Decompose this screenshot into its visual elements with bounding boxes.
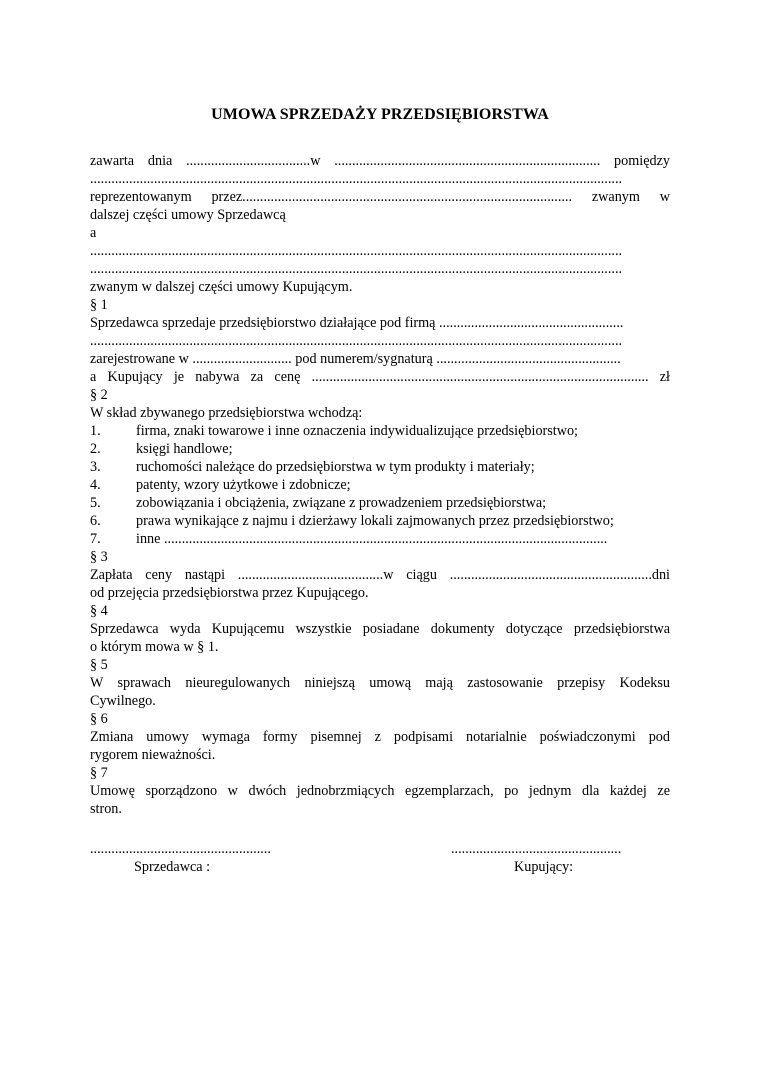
list-text: księgi handlowe; — [136, 441, 233, 457]
section-line: Sprzedawca wyda Kupującemu wszystkie posiadane dokumenty dotyczące przedsiębiorstwa — [90, 621, 670, 637]
seller-signature-line: ................................................... — [90, 841, 271, 857]
list-number: 7. — [90, 531, 101, 547]
list-number: 1. — [90, 423, 101, 439]
list-item — [90, 512, 670, 530]
section-heading: § 6 — [90, 711, 108, 727]
section-heading: § 4 — [90, 603, 108, 619]
intro-line: zawarta dnia ...................................w ........................................................................... pomiędzy — [90, 153, 670, 169]
section-heading: § 2 — [90, 387, 108, 403]
list-item — [90, 440, 670, 458]
section-line: Cywilnego. — [90, 693, 156, 709]
intro-line: ...................................................................................................................................................... — [90, 171, 623, 187]
intro-line: zwanym w dalszej części umowy Kupującym. — [90, 279, 353, 295]
section-line: o którym mowa w § 1. — [90, 639, 219, 655]
section-line: a Kupujący je nabywa za cenę ............................................................................................... zł — [90, 369, 670, 385]
list-number: 2. — [90, 441, 101, 457]
list-item — [90, 530, 670, 548]
list-number: 5. — [90, 495, 101, 511]
list-text: ruchomości należące do przedsiębiorstwa w tym produkty i materiały; — [136, 459, 535, 475]
seller-signature-label: Sprzedawca : — [134, 859, 211, 875]
list-text: patenty, wzory użytkowe i zdobnicze; — [136, 477, 351, 493]
intro-line: reprezentowanym przez............................................................................................. zwanym w — [90, 189, 670, 205]
section-line: stron. — [90, 801, 122, 817]
buyer-signature-label: Kupujący: — [514, 859, 574, 875]
section-heading: § 7 — [90, 765, 108, 781]
section-line: W sprawach nieuregulowanych niniejszą umową mają zastosowanie przepisy Kodeksu — [90, 675, 670, 691]
list-text: firma, znaki towarowe i inne oznaczenia indywidualizujące przedsiębiorstwo; — [136, 423, 579, 439]
list-number: 6. — [90, 513, 101, 529]
section-heading: § 1 — [90, 297, 108, 313]
document-title: UMOWA SPRZEDAŻY PRZEDSIĘBIORSTWA — [211, 106, 549, 123]
section-line: ...................................................................................................................................................... — [90, 333, 623, 349]
section-heading: § 5 — [90, 657, 108, 673]
list-item — [90, 476, 670, 494]
list-item — [90, 422, 670, 440]
section-line: Umowę sporządzono w dwóch jednobrzmiących egzemplarzach, po jednym dla każdej ze — [90, 783, 670, 799]
intro-line: dalszej części umowy Sprzedawcą — [90, 207, 286, 223]
list-number: 3. — [90, 459, 101, 475]
list-item — [90, 458, 670, 476]
list-number: 4. — [90, 477, 101, 493]
section-line: Sprzedawca sprzedaje przedsiębiorstwo działające pod firmą .................................................... — [90, 315, 624, 331]
intro-line: ...................................................................................................................................................... — [90, 261, 623, 277]
section-line: zarejestrowane w ............................ pod numerem/sygnaturą .................................................... — [90, 351, 621, 367]
section-heading: § 3 — [90, 549, 108, 565]
section-line: Zmiana umowy wymaga formy pisemnej z podpisami notarialnie poświadczonymi pod — [90, 729, 670, 745]
list-item — [90, 494, 670, 512]
section-line: W skład zbywanego przedsiębiorstwa wchodzą: — [90, 405, 363, 421]
list-text: zobowiązania i obciążenia, związane z prowadzeniem przedsiębiorstwa; — [136, 495, 547, 511]
list-text: prawa wynikające z najmu i dzierżawy lokali zajmowanych przez przedsiębiorstwo; — [136, 513, 614, 529]
intro-line: ...................................................................................................................................................... — [90, 243, 623, 259]
section-line: Zapłata ceny nastąpi .........................................w ciągu .........................................................dni — [90, 567, 670, 583]
intro-line: a — [90, 225, 97, 241]
buyer-signature-line: ................................................ — [451, 841, 622, 857]
section-line: rygorem nieważności. — [90, 747, 216, 763]
section-line: od przejęcia przedsiębiorstwa przez Kupującego. — [90, 585, 369, 601]
list-text: inne ............................................................................................................................. — [136, 531, 608, 547]
